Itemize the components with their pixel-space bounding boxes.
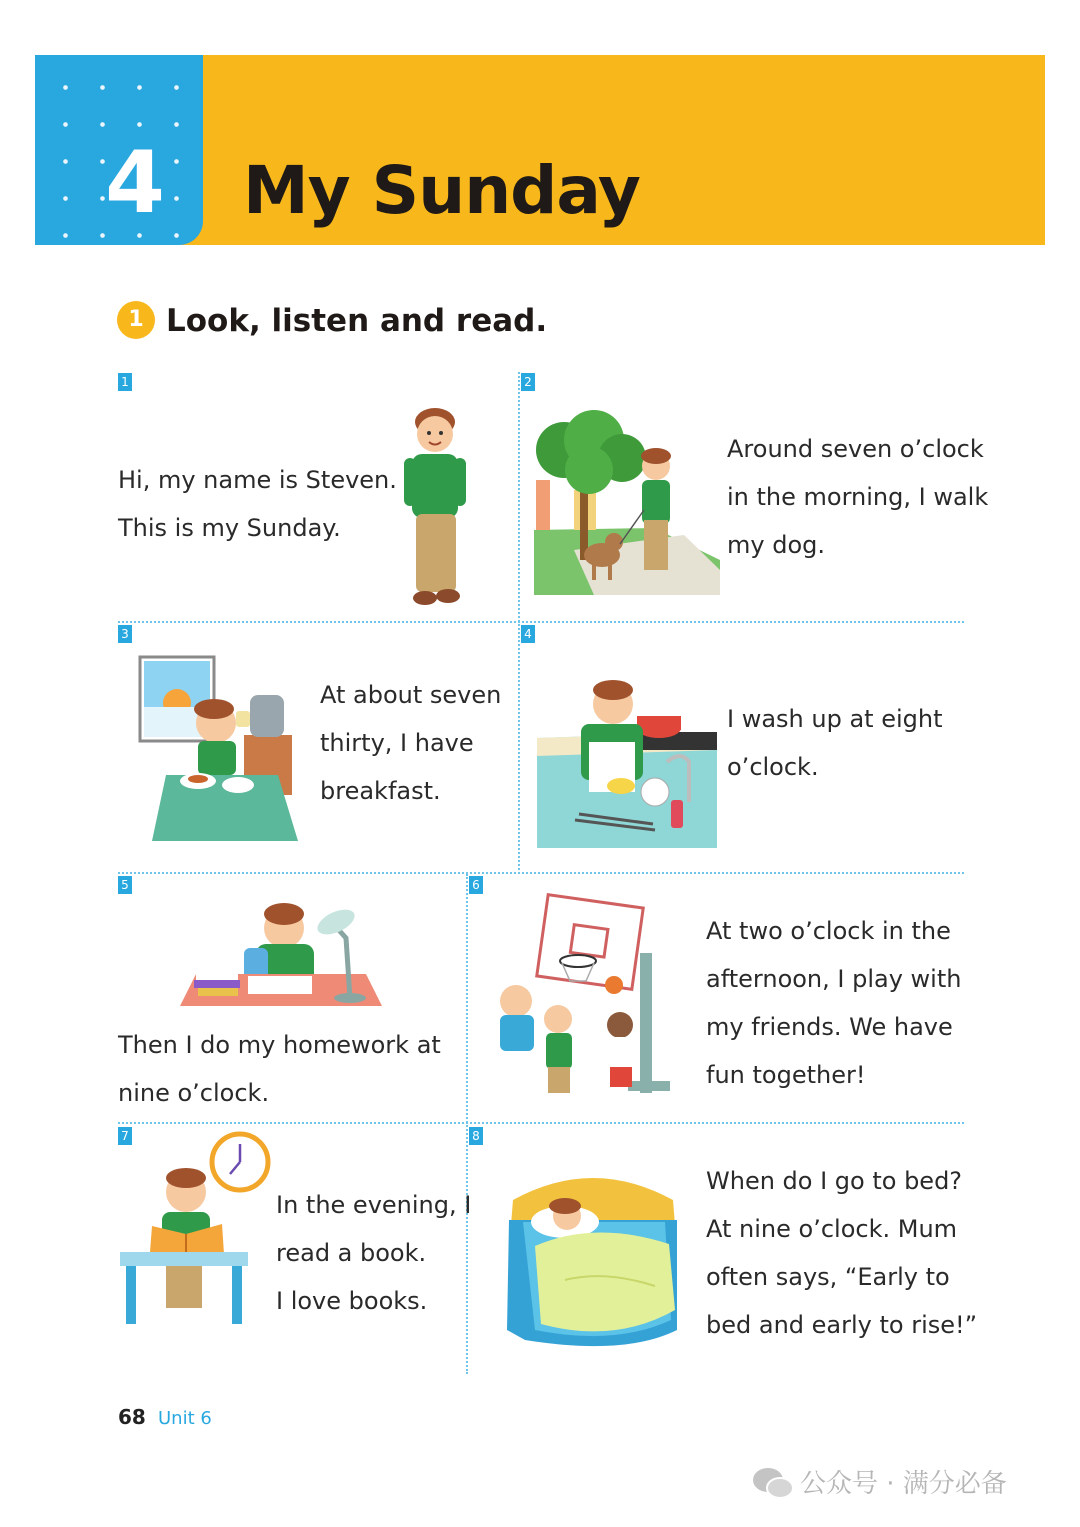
panel-5-line-1: Then I do my homework at	[118, 1031, 441, 1059]
panel-2-line-3: my dog.	[727, 531, 825, 559]
panel-4-line-2: o’clock.	[727, 753, 819, 781]
panel-7-line-2: read a book.	[276, 1239, 427, 1267]
panel-6-line-2: afternoon, I play with	[706, 965, 962, 993]
panel-6-text	[706, 907, 961, 1099]
panel-8-text	[706, 1157, 977, 1349]
breakfast-illustration	[138, 655, 303, 845]
panel-8-line-3: often says, “Early to	[706, 1263, 950, 1291]
activity-instruction: Look, listen and read.	[166, 303, 548, 339]
panel-label-3: 3	[118, 625, 132, 643]
panel-label-8: 8	[469, 1127, 483, 1145]
panel-3-text	[320, 671, 501, 815]
unit-number: 4	[105, 133, 165, 233]
footer-unit-label: Unit 6	[158, 1408, 212, 1429]
panel-7-line-3: I love books.	[276, 1287, 428, 1315]
divider-row-3	[118, 1122, 964, 1124]
panel-2-line-2: in the morning, I walk	[727, 483, 989, 511]
panel-8-line-4: bed and early to rise!”	[706, 1311, 978, 1339]
panel-label-5: 5	[118, 876, 132, 894]
panel-4-text	[727, 695, 943, 791]
reading-illustration	[120, 1130, 272, 1330]
panel-2-text	[727, 425, 988, 569]
panel-1-line-1: Hi, my name is Steven.	[118, 466, 397, 494]
panel-label-2: 2	[521, 373, 535, 391]
divider-row-1	[118, 621, 964, 623]
wechat-icon	[752, 1466, 794, 1500]
divider-row-2	[118, 872, 964, 874]
panel-3-line-3: breakfast.	[320, 777, 441, 805]
panel-5-text	[118, 1021, 441, 1117]
panel-8-line-1: When do I go to bed?	[706, 1167, 963, 1195]
panel-2-line-1: Around seven o’clock	[727, 435, 984, 463]
homework-illustration	[176, 898, 386, 1010]
panel-label-7: 7	[118, 1127, 132, 1145]
washing-up-illustration	[535, 682, 717, 850]
basketball-illustration	[490, 895, 690, 1110]
watermark-text: 公众号 · 满分必备	[800, 1469, 1007, 1499]
walking-dog-illustration	[534, 410, 720, 595]
panel-6-line-3: my friends. We have	[706, 1013, 953, 1041]
bedtime-illustration	[505, 1160, 680, 1360]
page-title: My Sunday	[243, 152, 640, 229]
panel-4-line-1: I wash up at eight	[727, 705, 943, 733]
panel-label-1: 1	[118, 373, 132, 391]
steven-standing-illustration	[398, 402, 473, 612]
panel-8-line-2: At nine o’clock. Mum	[706, 1215, 958, 1243]
panel-1-line-2: This is my Sunday.	[118, 514, 341, 542]
page-number: 68	[118, 1405, 146, 1429]
panel-label-4: 4	[521, 625, 535, 643]
panel-6-line-1: At two o’clock in the	[706, 917, 951, 945]
panel-6-line-4: fun together!	[706, 1061, 866, 1089]
panel-1-text	[118, 456, 397, 552]
activity-number-badge: 1	[117, 301, 155, 339]
panel-label-6: 6	[469, 876, 483, 894]
panel-5-line-2: nine o’clock.	[118, 1079, 270, 1107]
panel-7-text	[276, 1181, 471, 1325]
panel-3-line-2: thirty, I have	[320, 729, 474, 757]
panel-3-line-1: At about seven	[320, 681, 502, 709]
panel-7-line-1: In the evening, I	[276, 1191, 472, 1219]
